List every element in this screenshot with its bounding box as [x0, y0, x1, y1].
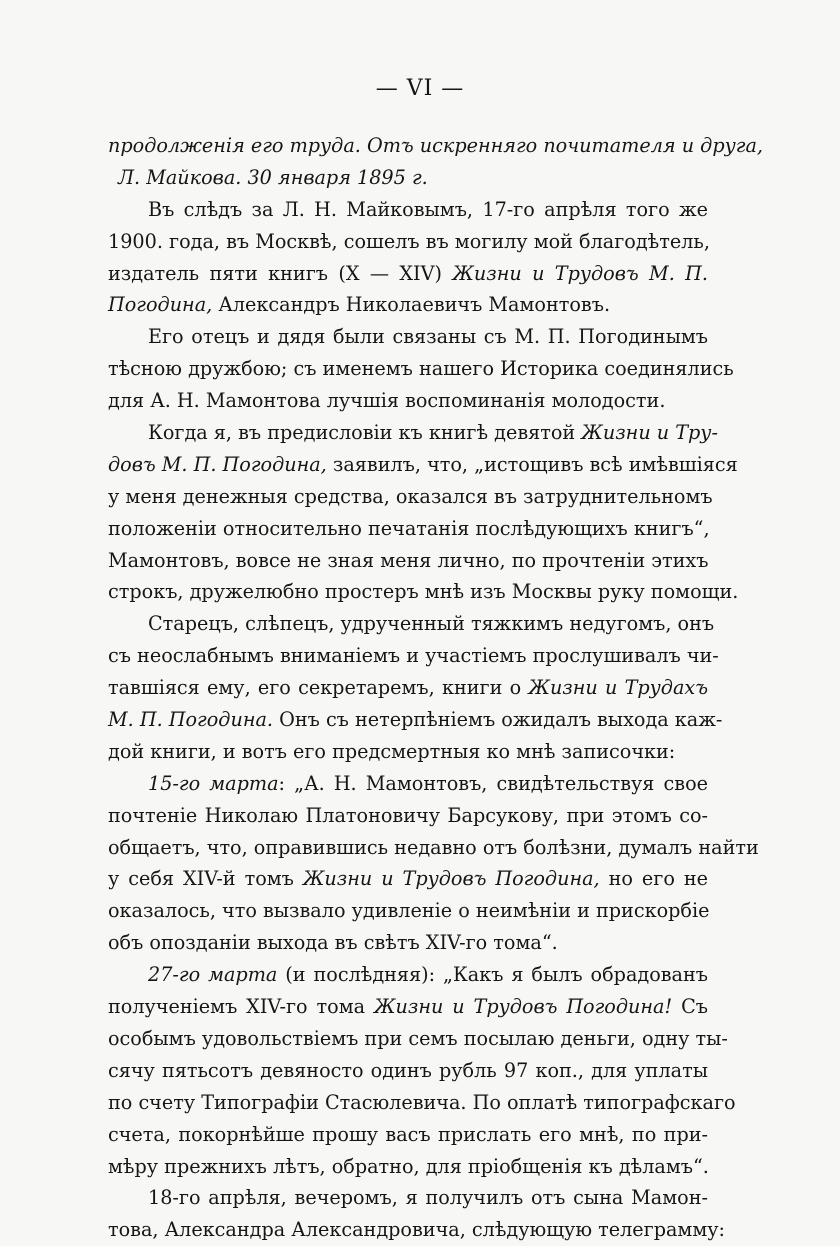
text-line: Его отецъ и дядя были связаны съ М. П. Погодинымъ [148, 325, 708, 349]
text-line: мѣру прежнихъ лѣтъ, обратно, для пріобщенія къ дѣламъ“. [108, 1154, 709, 1178]
text-line: Погодина, Александръ Николаевичъ Мамонтовъ. [108, 293, 611, 317]
text-line: Мамонтовъ, вовсе не зная меня лично, по прочтеніи этихъ [108, 548, 709, 572]
text-line: Когда я, въ предисловіи къ книгѣ девятой Жизни и Тру- [148, 421, 718, 445]
text-line: оказалось, что вызвало удивленіе о неимѣніи и прискорбіе [108, 899, 710, 923]
text-line: съ неослабнымъ вниманіемъ и участіемъ прослушивалъ чи- [108, 644, 719, 668]
text-line: счета, покорнѣйше прошу васъ прислать его мнѣ, по при- [108, 1122, 708, 1146]
text-line: строкъ, дружелюбно простеръ мнѣ изъ Москвы руку помощи. [108, 580, 739, 604]
text-line: продолженія его труда. Отъ искренняго почитателя и друга, [108, 134, 763, 157]
text-line: особымъ удовольствіемъ при семъ посылаю деньги, одну ты- [108, 1026, 728, 1050]
text-line: Л. Майкова. 30 января 1895 г. [118, 165, 428, 189]
text-line: 15-го марта: „А. Н. Мамонтовъ, свидѣтельствуя свое [148, 771, 708, 795]
text-line: тавшіяся ему, его секретаремъ, книги о Жизни и Трудахъ [108, 676, 708, 700]
text-line: для А. Н. Мамонтова лучшія воспоминанія молодости. [108, 389, 666, 413]
text-line: това, Александра Александровича, слѣдующую телеграмму: [108, 1218, 726, 1242]
page-number: — VI — [375, 76, 465, 101]
text-line: объ опозданіи выхода въ свѣтъ XIV-го тома“. [108, 931, 558, 955]
text-line: М. П. Погодина. Онъ съ нетерпѣніемъ ожидалъ выхода каж- [108, 708, 723, 732]
text-line: дой книги, и вотъ его предсмертныя ко мнѣ записочки: [108, 739, 676, 763]
text-line: довъ М. П. Погодина, заявилъ, что, „истощивъ всѣ имѣвшіяся [108, 452, 738, 476]
text-line: Старецъ, слѣпецъ, удрученный тяжкимъ недугомъ, онъ [148, 612, 715, 636]
text-line: почтеніе Николаю Платоновичу Барсукову, при этомъ со- [108, 803, 708, 827]
text-line: по счету Типографіи Стасюлевича. По оплатѣ типографскаго [108, 1090, 736, 1114]
text-line: тѣсною дружбою; съ именемъ нашего Историка соединялись [108, 357, 734, 381]
text-line: сячу пятьсотъ девяносто одинъ рубль 97 коп., для уплаты [108, 1058, 708, 1082]
text-line: издатель пяти книгъ (X — XIV) Жизни и Трудовъ М. П. [108, 261, 708, 285]
text-line: 18-го апрѣля, вечеромъ, я получилъ отъ сына Мамон- [148, 1186, 708, 1210]
text-line: 1900. года, въ Москвѣ, сошелъ въ могилу мой благодѣтель, [108, 229, 710, 253]
text-line: у себя XIV-й томъ Жизни и Трудовъ Погодина, но его не [108, 867, 708, 891]
text-line: положеніи относительно печатанія послѣдующихъ книгъ“, [108, 516, 710, 540]
text-line: полученіемъ XIV-го тома Жизни и Трудовъ Погодина! Съ [108, 995, 708, 1019]
text-line: Въ слѣдъ за Л. Н. Майковымъ, 17-го апрѣля того же [148, 197, 708, 221]
text-line: у меня денежныя средства, оказался въ затруднительномъ [108, 484, 713, 508]
text-line: общаетъ, что, оправившись недавно отъ болѣзни, думалъ найти [108, 835, 759, 859]
text-line: 27-го марта (и послѣдняя): „Какъ я былъ обрадованъ [148, 963, 708, 987]
body-text [108, 130, 763, 1246]
